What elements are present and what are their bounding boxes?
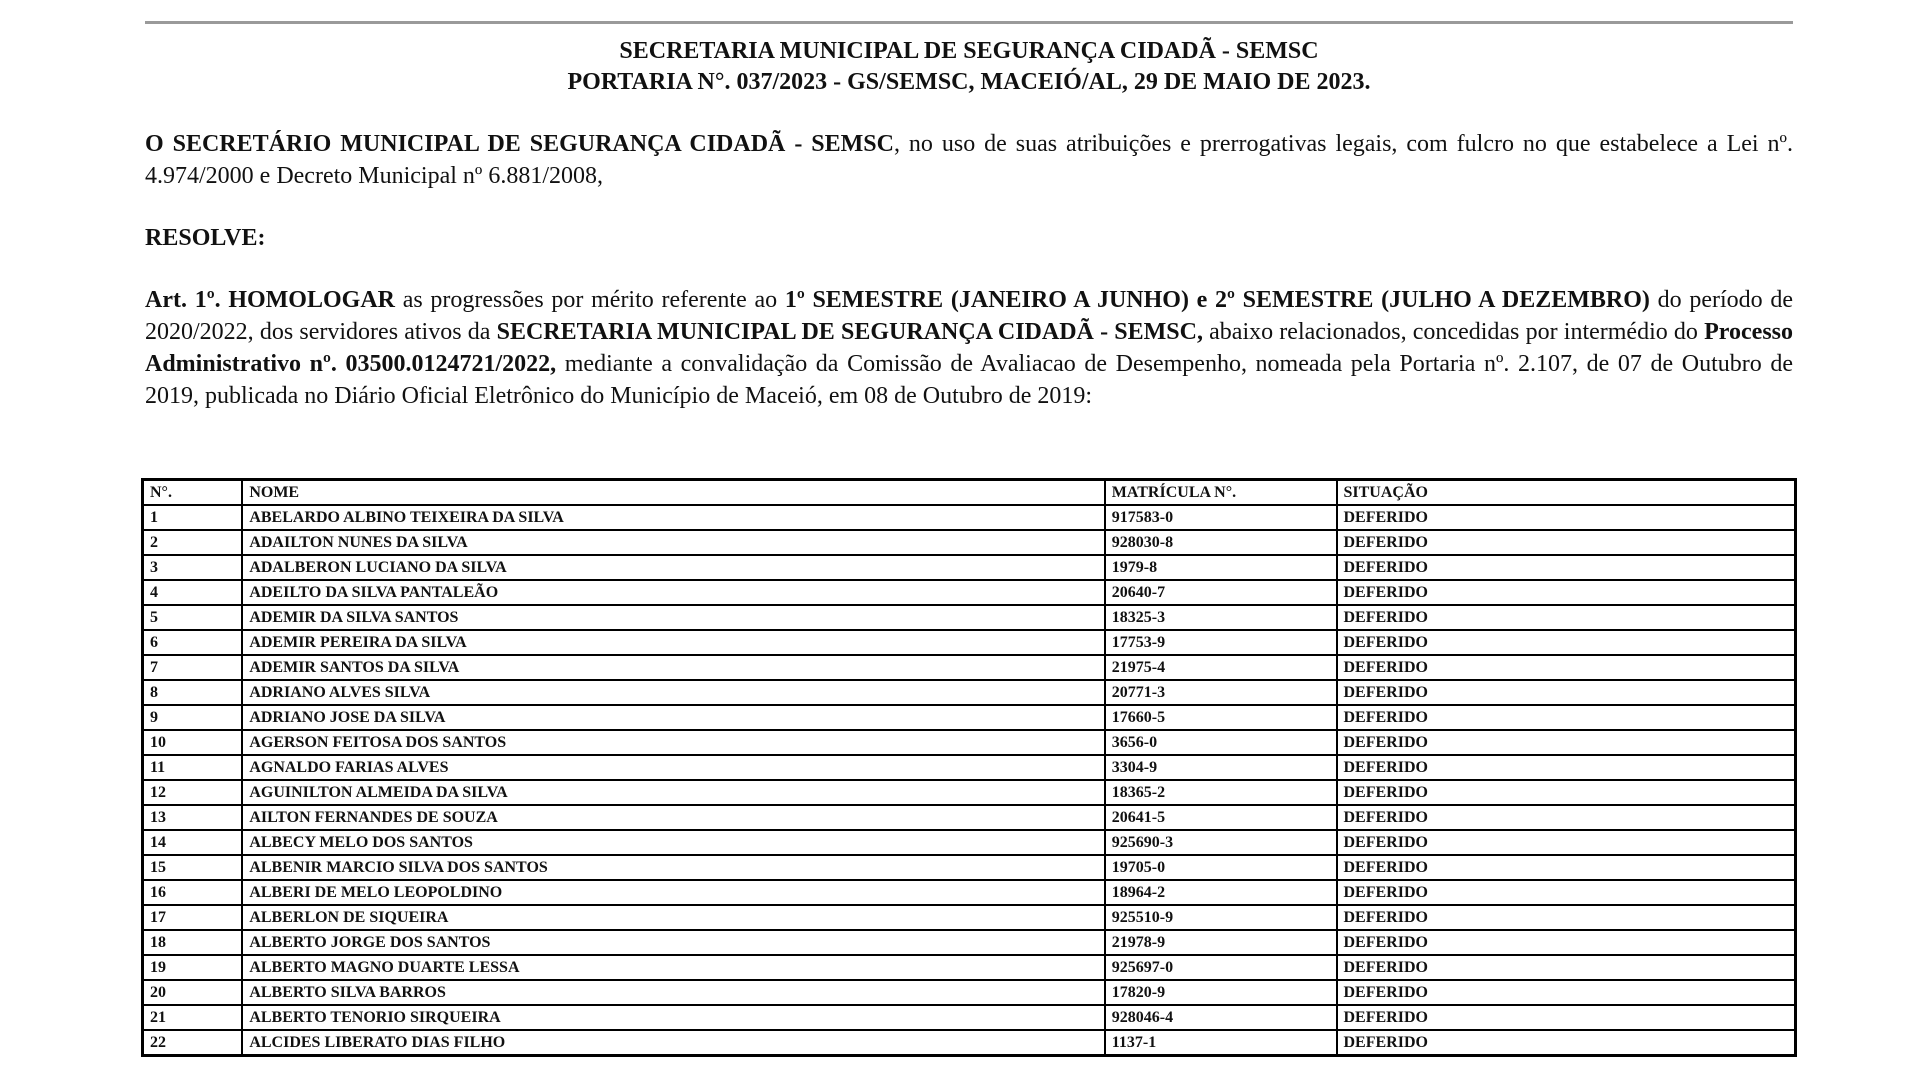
title-line-1: SECRETARIA MUNICIPAL DE SEGURANÇA CIDADÃ - SEMSC (619, 38, 1319, 64)
cell-status: DEFERIDO (1337, 905, 1796, 930)
cell-number: 18 (143, 930, 243, 955)
cell-status: DEFERIDO (1337, 730, 1796, 755)
title-line-2: PORTARIA N°. 037/2023 - GS/SEMSC, MACEIÓ/AL, 29 DE MAIO DE 2023. (567, 69, 1371, 95)
table-row (143, 855, 1796, 880)
preamble-authority: O SECRETÁRIO MUNICIPAL DE SEGURANÇA CIDADÃ - SEMSC (145, 131, 894, 157)
table-row (143, 780, 1796, 805)
table-row (143, 655, 1796, 680)
cell-registration: 20641-5 (1105, 805, 1337, 830)
cell-registration: 925510-9 (1105, 905, 1337, 930)
cell-name: ALBERI DE MELO LEOPOLDINO (242, 880, 1104, 905)
cell-status: DEFERIDO (1337, 1005, 1796, 1030)
cell-number: 14 (143, 830, 243, 855)
cell-status: DEFERIDO (1337, 955, 1796, 980)
cell-name: ALCIDES LIBERATO DIAS FILHO (242, 1030, 1104, 1056)
cell-registration: 21975-4 (1105, 655, 1337, 680)
cell-number: 2 (143, 530, 243, 555)
table-row (143, 955, 1796, 980)
cell-number: 19 (143, 955, 243, 980)
roster-table (141, 478, 1797, 1057)
table-row (143, 530, 1796, 555)
cell-status: DEFERIDO (1337, 830, 1796, 855)
cell-name: ABELARDO ALBINO TEIXEIRA DA SILVA (242, 505, 1104, 530)
cell-name: ADEMIR PEREIRA DA SILVA (242, 630, 1104, 655)
article-t4: mediante a convalidação da Comissão de Avaliacao de Desempenho, nomeada pela Portaria nº. 2.107, de 07 de Outubro de 2019, publicada no Diário Oficial Eletrônico do Município de Maceió, em 08 de Outubro de 2019: (145, 351, 1793, 409)
cell-registration: 19705-0 (1105, 855, 1337, 880)
cell-number: 5 (143, 605, 243, 630)
cell-registration: 21978-9 (1105, 930, 1337, 955)
cell-number: 20 (143, 980, 243, 1005)
table-row (143, 805, 1796, 830)
cell-number: 15 (143, 855, 243, 880)
table-row (143, 680, 1796, 705)
cell-status: DEFERIDO (1337, 1030, 1796, 1056)
cell-status: DEFERIDO (1337, 705, 1796, 730)
article-t1: as progressões por mérito referente ao (394, 287, 785, 313)
cell-registration: 3656-0 (1105, 730, 1337, 755)
cell-number: 13 (143, 805, 243, 830)
cell-status: DEFERIDO (1337, 805, 1796, 830)
roster-table-wrapper (141, 478, 1797, 1057)
table-row (143, 755, 1796, 780)
cell-name: AGERSON FEITOSA DOS SANTOS (242, 730, 1104, 755)
cell-status: DEFERIDO (1337, 530, 1796, 555)
cell-number: 6 (143, 630, 243, 655)
cell-number: 7 (143, 655, 243, 680)
table-row (143, 880, 1796, 905)
cell-name: ALBERTO SILVA BARROS (242, 980, 1104, 1005)
article-b1: Art. 1º. HOMOLOGAR (145, 287, 395, 313)
cell-registration: 20771-3 (1105, 680, 1337, 705)
cell-registration: 928046-4 (1105, 1005, 1337, 1030)
article-b4: Processo Administrativo nº. 03500.0124721/2022, (145, 319, 1794, 377)
roster-body (143, 505, 1796, 1056)
cell-number: 1 (143, 505, 243, 530)
cell-name: ADEMIR DA SILVA SANTOS (242, 605, 1104, 630)
preamble-paragraph (145, 128, 1793, 192)
article-paragraph (145, 284, 1793, 412)
table-row (143, 980, 1796, 1005)
cell-name: ADAILTON NUNES DA SILVA (242, 530, 1104, 555)
header-number: N°. (143, 480, 243, 506)
article-b2: 1º SEMESTRE (JANEIRO A JUNHO) e 2º SEMESTRE (JULHO A DEZEMBRO) (784, 287, 1650, 313)
cell-number: 3 (143, 555, 243, 580)
article-b3: SECRETARIA MUNICIPAL DE SEGURANÇA CIDADÃ - SEMSC, (496, 319, 1203, 345)
cell-status: DEFERIDO (1337, 680, 1796, 705)
cell-name: ALBERTO TENORIO SIRQUEIRA (242, 1005, 1104, 1030)
cell-status: DEFERIDO (1337, 605, 1796, 630)
cell-name: ALBENIR MARCIO SILVA DOS SANTOS (242, 855, 1104, 880)
cell-registration: 18964-2 (1105, 880, 1337, 905)
table-row (143, 580, 1796, 605)
cell-name: AGNALDO FARIAS ALVES (242, 755, 1104, 780)
cell-status: DEFERIDO (1337, 780, 1796, 805)
cell-status: DEFERIDO (1337, 630, 1796, 655)
cell-registration: 20640-7 (1105, 580, 1337, 605)
cell-name: ADEILTO DA SILVA PANTALEÃO (242, 580, 1104, 605)
header-registration: MATRÍCULA N°. (1105, 480, 1337, 506)
table-row (143, 505, 1796, 530)
table-row (143, 705, 1796, 730)
table-row (143, 905, 1796, 930)
cell-name: ADRIANO ALVES SILVA (242, 680, 1104, 705)
cell-registration: 18365-2 (1105, 780, 1337, 805)
cell-registration: 18325-3 (1105, 605, 1337, 630)
table-row (143, 730, 1796, 755)
cell-status: DEFERIDO (1337, 555, 1796, 580)
cell-name: ADEMIR SANTOS DA SILVA (242, 655, 1104, 680)
cell-status: DEFERIDO (1337, 655, 1796, 680)
cell-number: 12 (143, 780, 243, 805)
cell-name: AGUINILTON ALMEIDA DA SILVA (242, 780, 1104, 805)
table-row (143, 555, 1796, 580)
article-t2: do período de 2020/2022, dos servidores ativos da (145, 287, 1793, 345)
table-row (143, 830, 1796, 855)
cell-registration: 1137-1 (1105, 1030, 1337, 1056)
table-header-row (143, 480, 1796, 506)
cell-name: ALBERTO MAGNO DUARTE LESSA (242, 955, 1104, 980)
cell-registration: 928030-8 (1105, 530, 1337, 555)
header-status: SITUAÇÃO (1337, 480, 1796, 506)
cell-number: 16 (143, 880, 243, 905)
cell-number: 10 (143, 730, 243, 755)
table-row (143, 930, 1796, 955)
header-name: NOME (242, 480, 1104, 506)
cell-number: 8 (143, 680, 243, 705)
cell-registration: 3304-9 (1105, 755, 1337, 780)
cell-name: ALBERTO JORGE DOS SANTOS (242, 930, 1104, 955)
preamble-text: , no uso de suas atribuições e prerrogativas legais, com fulcro no que estabelece a Lei nº. 4.974/2000 e Decreto Municipal nº 6.881/2008, (145, 131, 1793, 189)
cell-registration: 17660-5 (1105, 705, 1337, 730)
cell-name: ALBECY MELO DOS SANTOS (242, 830, 1104, 855)
cell-status: DEFERIDO (1337, 755, 1796, 780)
article-t3: abaixo relacionados, concedidas por intermédio do (1202, 319, 1705, 345)
table-row (143, 1005, 1796, 1030)
cell-registration: 925690-3 (1105, 830, 1337, 855)
cell-registration: 17820-9 (1105, 980, 1337, 1005)
cell-status: DEFERIDO (1337, 930, 1796, 955)
cell-status: DEFERIDO (1337, 580, 1796, 605)
cell-registration: 1979-8 (1105, 555, 1337, 580)
cell-name: ADALBERON LUCIANO DA SILVA (242, 555, 1104, 580)
table-row (143, 630, 1796, 655)
cell-status: DEFERIDO (1337, 880, 1796, 905)
resolve-heading: RESOLVE: (145, 225, 266, 251)
document-body (145, 36, 1793, 412)
cell-number: 9 (143, 705, 243, 730)
cell-number: 21 (143, 1005, 243, 1030)
table-row (143, 1030, 1796, 1056)
cell-registration: 17753-9 (1105, 630, 1337, 655)
cell-status: DEFERIDO (1337, 505, 1796, 530)
cell-number: 4 (143, 580, 243, 605)
cell-status: DEFERIDO (1337, 980, 1796, 1005)
table-row (143, 605, 1796, 630)
cell-number: 17 (143, 905, 243, 930)
header-rule (145, 21, 1793, 24)
cell-name: ADRIANO JOSE DA SILVA (242, 705, 1104, 730)
cell-number: 11 (143, 755, 243, 780)
cell-registration: 925697-0 (1105, 955, 1337, 980)
cell-registration: 917583-0 (1105, 505, 1337, 530)
cell-number: 22 (143, 1030, 243, 1056)
cell-name: AILTON FERNANDES DE SOUZA (242, 805, 1104, 830)
cell-name: ALBERLON DE SIQUEIRA (242, 905, 1104, 930)
cell-status: DEFERIDO (1337, 855, 1796, 880)
